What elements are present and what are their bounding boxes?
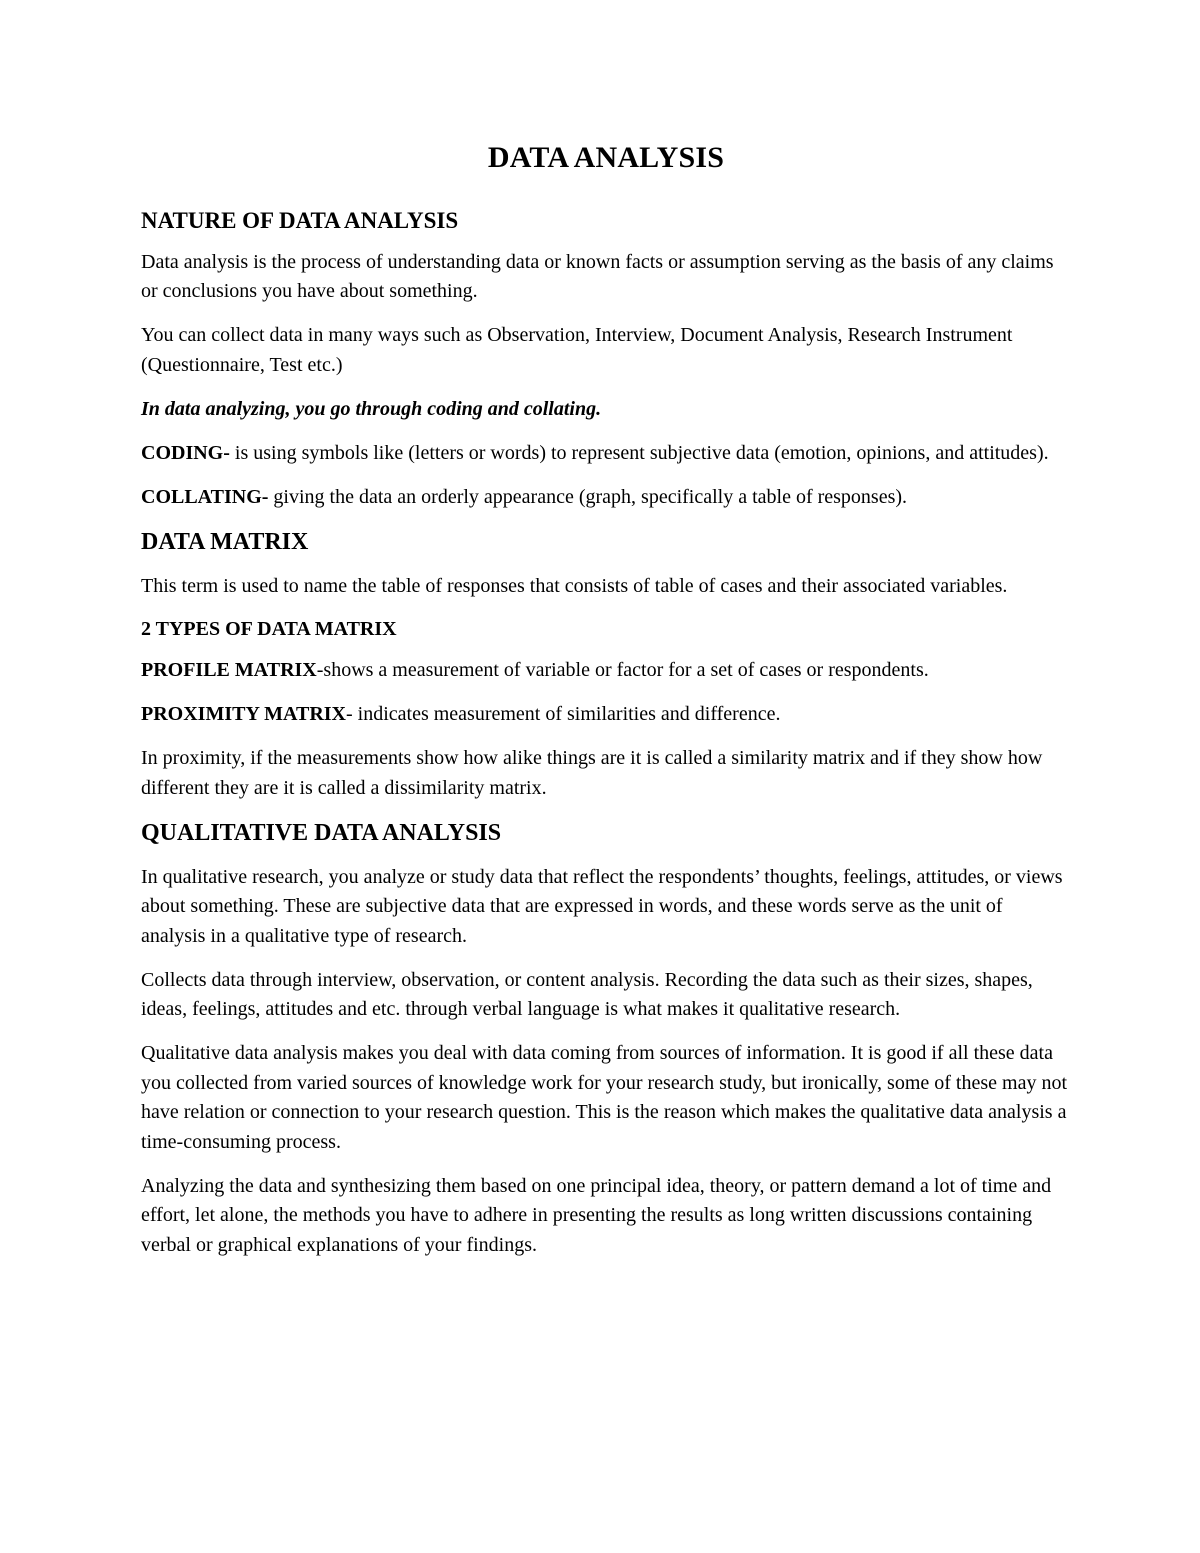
- paragraph-proximity-matrix: [141, 700, 1071, 730]
- heading-types-of-data-matrix: 2 TYPES OF DATA MATRIX: [141, 618, 397, 641]
- paragraph-collect-data: You can collect data in many ways such as Observation, Interview, Document Analysis, Research Instrument (Questionnaire, Test etc.): [141, 324, 1013, 376]
- paragraph-qualitative-1: In qualitative research, you analyze or study data that reflect the respondents’ thoughts, feelings, attitudes, or views about something. These are subjective data that are expressed in words, and these words serve as the unit of analysis in a qualitative type of research.: [141, 865, 1063, 947]
- paragraph-definition: Data analysis is the process of understanding data or known facts or assumption serving as the basis of any claims or conclusions you have about something.: [141, 250, 1054, 303]
- term-coding: CODING-: [141, 441, 230, 464]
- document-title: DATA ANALYSIS: [487, 141, 725, 174]
- definition-proximity-matrix: - indicates measurement of similarities and difference.: [346, 703, 781, 726]
- paragraph-collating: [141, 483, 1071, 513]
- paragraph-proximity-explanation: In proximity, if the measurements show how alike things are it is called a similarity matrix and if they show how different they are it is called a dissimilarity matrix.: [141, 747, 1043, 799]
- definition-profile-matrix: -shows a measurement of variable or factor for a set of cases or respondents.: [316, 659, 929, 682]
- paragraph-profile-matrix: [141, 656, 1071, 686]
- term-profile-matrix: PROFILE MATRIX: [141, 659, 317, 682]
- heading-qualitative-data-analysis: QUALITATIVE DATA ANALYSIS: [141, 819, 502, 846]
- heading-data-matrix: DATA MATRIX: [141, 528, 309, 555]
- heading-nature-of-data-analysis: NATURE OF DATA ANALYSIS: [141, 208, 459, 233]
- document-page: [141, 140, 1071, 1275]
- term-collating: COLLATING-: [141, 485, 269, 508]
- paragraph-coding: [141, 439, 1071, 469]
- paragraph-qualitative-2: Collects data through interview, observation, or content analysis. Recording the data such as their sizes, shapes, ideas, feelings, attitudes and etc. through verbal language is what makes it qualitative research.: [141, 968, 1033, 1021]
- paragraph-coding-collating-intro: In data analyzing, you go through coding and collating.: [141, 397, 602, 420]
- paragraph-qualitative-4: Analyzing the data and synthesizing them based on one principal idea, theory, or pattern demand a lot of time and effort, let alone, the methods you have to adhere in presenting the results as long written discussions containing verbal or graphical explanations of your findings.: [141, 1174, 1052, 1256]
- paragraph-qualitative-3: Qualitative data analysis makes you deal with data coming from sources of information. It is good if all these data you collected from varied sources of knowledge work for your research study, but ironically, some of these may not have relation or connection to your research question. This is the reason which makes the qualitative data analysis a time-consuming process.: [141, 1042, 1068, 1153]
- paragraph-data-matrix: This term is used to name the table of responses that consists of table of cases and their associated variables.: [141, 575, 1008, 598]
- definition-collating: giving the data an orderly appearance (graph, specifically a table of responses).: [268, 485, 908, 508]
- definition-coding: is using symbols like (letters or words) to represent subjective data (emotion, opinions, and attitudes).: [229, 441, 1049, 464]
- term-proximity-matrix: PROXIMITY MATRIX: [141, 703, 346, 726]
